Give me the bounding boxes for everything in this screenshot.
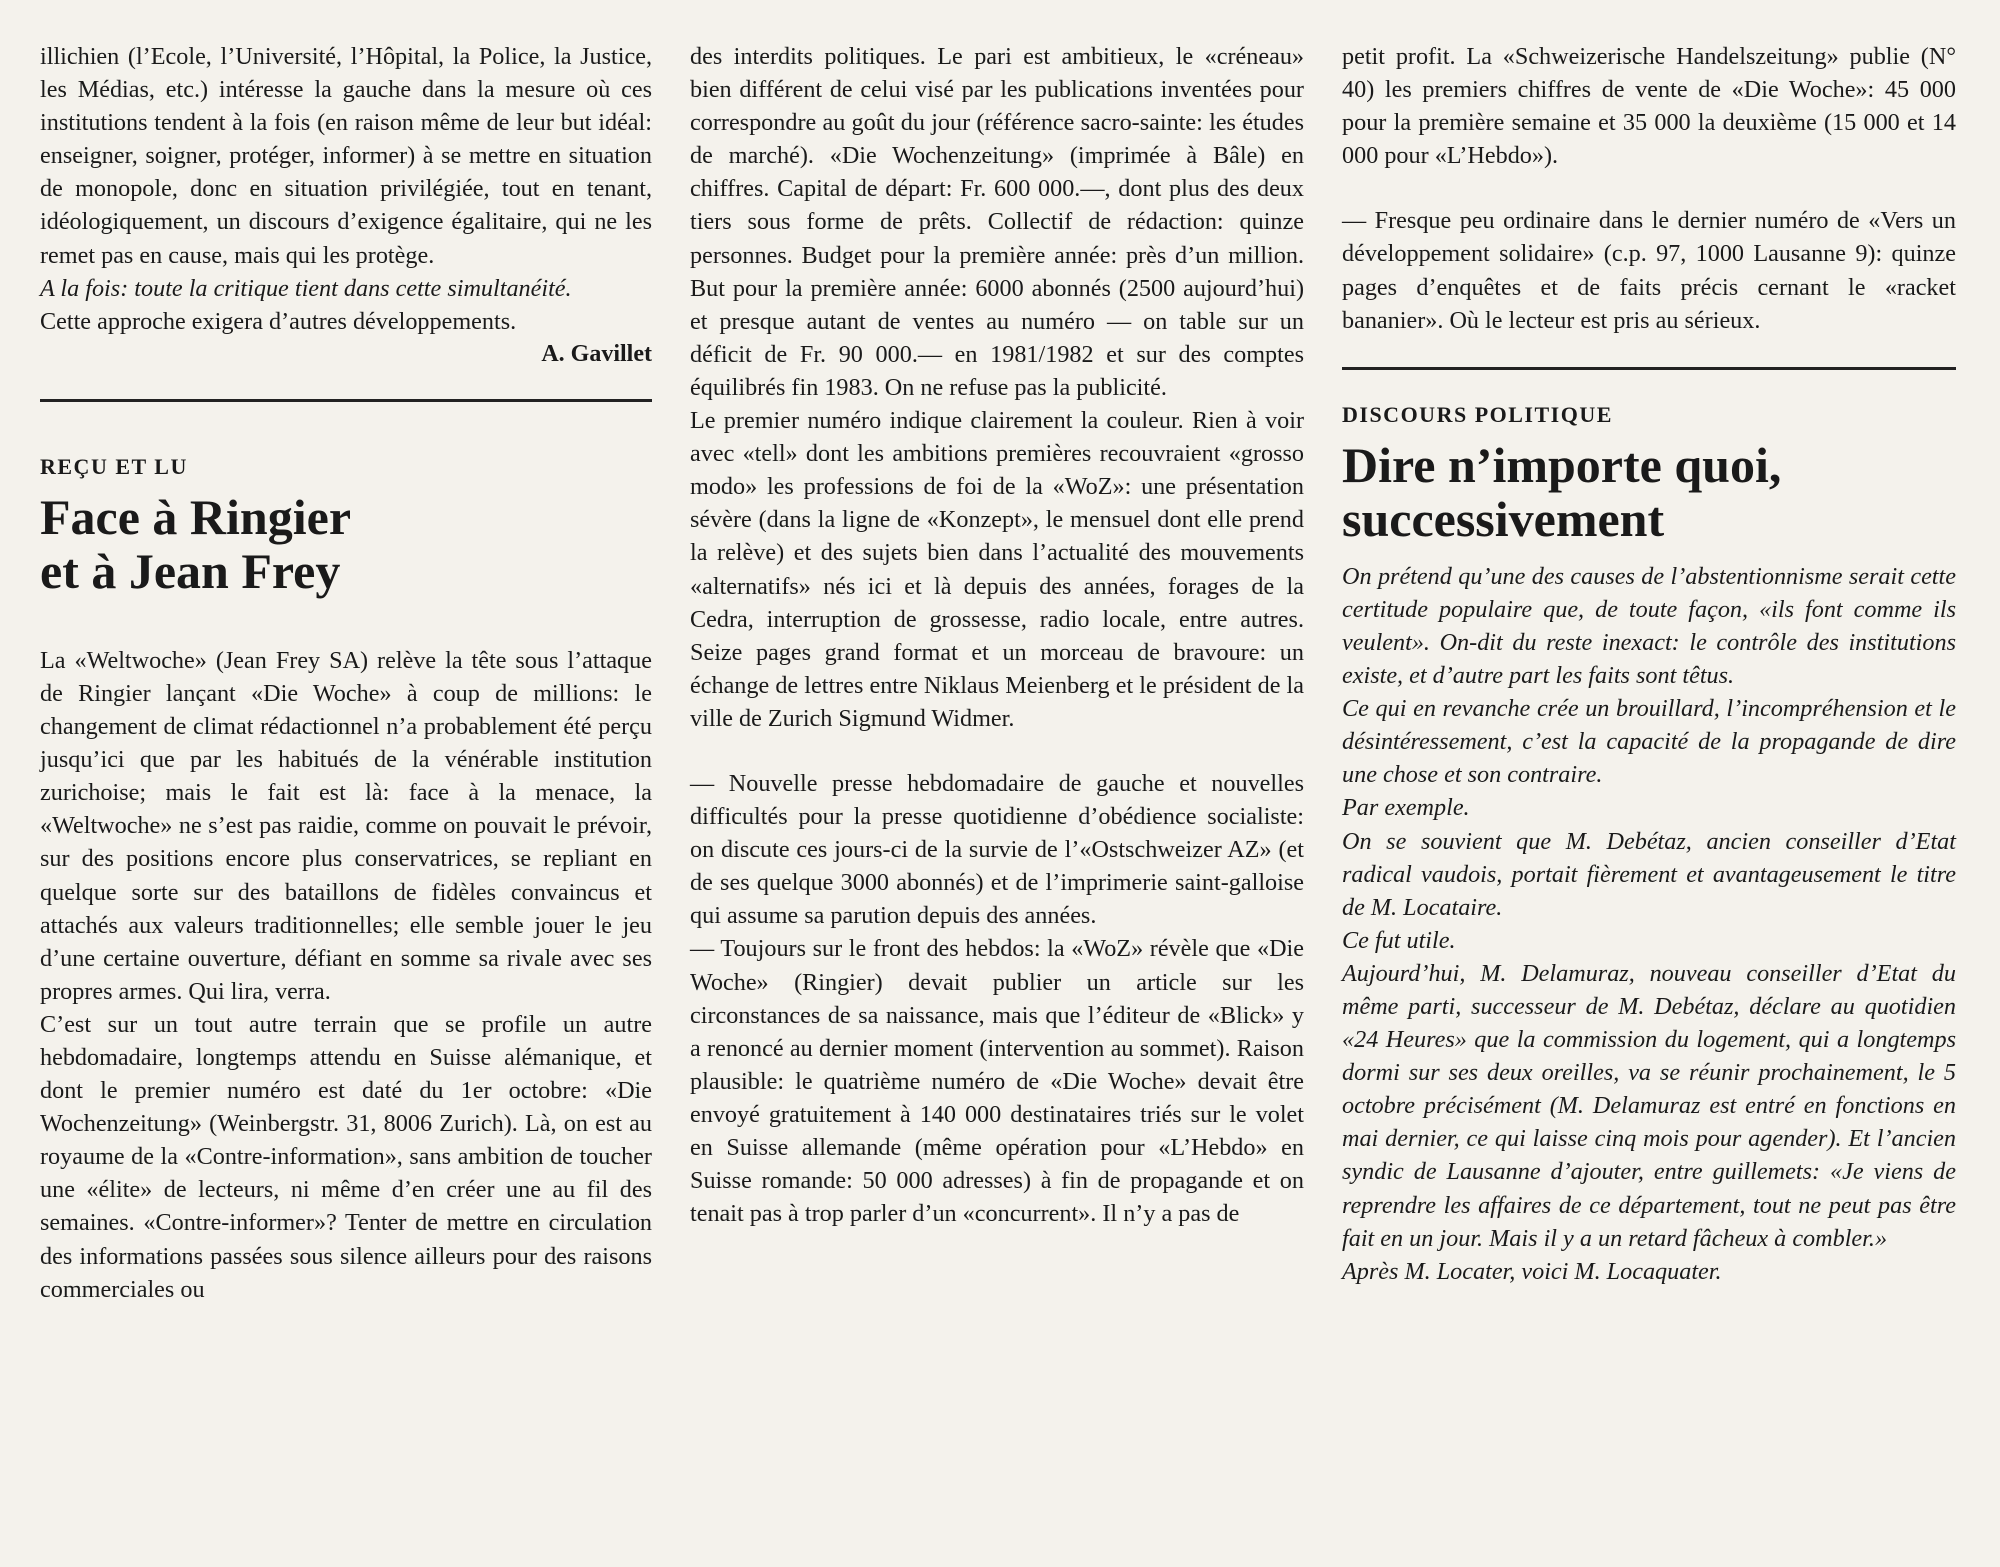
paragraph: Après M. Locater, voici M. Locaquater. — [1342, 1257, 1722, 1285]
section-kicker: REÇU ET LU — [40, 453, 188, 479]
paragraph: — Fresque peu ordinaire dans le dernier numéro de «Vers un développement solidaire» (c.p. 97, 1000 Lausanne 9): quinze pages d’enquêtes et de faits précis cernant le «racket bananier». Où le lecteur est pris au sérieux. — [1342, 207, 1956, 334]
paragraph: A la fois: toute la critique tient dans cette simultanéité. — [40, 274, 572, 302]
headline-line-1: Face à Ringier — [40, 488, 352, 545]
paragraph: des interdits politiques. Le pari est ambitieux, le «créneau» bien différent de celui visé par les publications inventées pour correspondre au goût du jour (référence sacro-sainte: les études de marché). «Die Wochenzeitung» (imprimée à Bâle) en chiffres. Capital de départ: Fr. 600 000.—, dont plus des deux tiers sous forme de prêts. Collectif de rédaction: quinze personnes. Budget pour la première année: près d’un million. But pour la première année: 6000 abonnés (2500 aujourd’hui) et presque autant de ventes au numéro — on table sur un déficit de Fr. 90 000.— en 1981/1982 et sur des comptes équilibrés fin 1983. On ne refuse pas la publicité. — [690, 43, 1304, 401]
section-divider — [40, 399, 652, 402]
section-kicker: DISCOURS POLITIQUE — [1342, 401, 1613, 427]
headline-line-1: Dire n’importe quoi, — [1342, 436, 1782, 493]
article-dire-nimporte-quoi — [1342, 402, 1956, 1288]
headline-line-2: successivement — [1342, 490, 1665, 547]
headline-line-2: et à Jean Frey — [40, 542, 341, 599]
headline — [1342, 438, 1956, 546]
paragraph: Ce fut utile. — [1342, 926, 1456, 954]
paragraph: On prétend qu’une des causes de l’abstentionnisme serait cette certitude populaire que, de toute façon, «ils font comme ils veulent». On-dit du reste inexact: le contrôle des institutions existe, et d’autre part les faits sont têtus. — [1342, 562, 1956, 690]
headline — [40, 490, 652, 598]
paragraph: Aujourd’hui, M. Delamuraz, nouveau conseiller d’Etat du même parti, successeur de M. Debétaz, déclare au quotidien «24 Heures» que la commission du logement, qui a longtemps dormi sur ses deux oreilles, va se réunir prochainement, le 5 octobre précisément (M. Delamuraz est entré en fonctions en mai dernier, ce qui laisse cinq mois pour agender). Et l’ancien syndic de Lausanne d’ajouter, entre guillemets: «Je viens de reprendre les affaires de ce département, tout ne peut pas être fait en un jour. Mais il y a un retard fâcheux à combler.» — [1342, 959, 1956, 1252]
column-3 — [1342, 40, 1956, 1288]
paragraph: Ce qui en revanche crée un brouillard, l’incompréhension et le désintéressement, c’est la capacité de la propagande de dire une chose et son contraire. — [1342, 695, 1956, 789]
paragraph: On se souvient que M. Debétaz, ancien conseiller d’Etat radical vaudois, portait fièrement et avantageusement le titre de M. Locataire. — [1342, 827, 1956, 921]
paragraph: Par exemple. — [1342, 794, 1470, 822]
column-1 — [40, 40, 652, 1306]
paragraph: — Nouvelle presse hebdomadaire de gauche et nouvelles difficultés pour la presse quotidienne d’obédience socialiste: on discute ces jours-ci de la survie de l’«Ostschweizer AZ» (et de ses quelque 3000 abonnés) et de l’imprimerie saint-galloise qui assume sa parution depuis des années. — [690, 769, 1304, 930]
column-2 — [690, 40, 1304, 1230]
paragraph: La «Weltwoche» (Jean Frey SA) relève la tête sous l’attaque de Ringier lançant «Die Woche» à coup de millions: le changement de climat rédactionnel n’a probablement été perçu jusqu’ici que par les habitués de la vénérable institution zurichoise; mais le fait est là: face à la menace, la «Weltwoche» ne s’est pas raidie, comme on pouvait le prévoir, sur des positions encore plus conservatrices, se repliant en quelque sorte sur des bataillons de fidèles convaincus et attachés aux valeurs traditionnelles; elle semble jouer le jeu d’une certaine ouverture, défiant en somme sa rivale avec ses propres armes. Qui lira, verra. — [40, 646, 652, 1005]
author-signature: A. Gavillet — [541, 340, 652, 367]
paragraph: petit profit. La «Schweizerische Handelszeitung» publie (N° 40) les premiers chiffres de vente de «Die Woche»: 45 000 pour la première semaine et 35 000 la deuxième (15 000 et 14 000 pour «L’Hebdo»). — [1342, 43, 1956, 170]
article-face-a-ringier — [40, 454, 652, 1306]
paragraph: Le premier numéro indique clairement la couleur. Rien à voir avec «tell» dont les ambitions premières recouvraient «grosso modo» les professions de foi de la «WoZ»: une présentation sévère (dans la ligne de «Konzept», le mensuel dont elle prend la relève) et des sujets bien dans l’actualité des mouvements «alternatifs» nés ici et là depuis des années, forages de la Cedra, interruption de grossesse, radio locale, entre autres. Seize pages grand format et un morceau de bravoure: un échange de lettres entre Niklaus Meienberg et le président de la ville de Zurich Sigmund Widmer. — [690, 407, 1304, 732]
paragraph: illichien (l’Ecole, l’Université, l’Hôpital, la Police, la Justice, les Médias, etc.) intéresse la gauche dans la mesure où ces institutions tendent à la fois (en raison même de leur but idéal: enseigner, soigner, protéger, informer) à se mettre en situation de monopole, donc en situation privilégiée, tout en tenant, idéologiquement, un discours d’exigence égalitaire, qui ne les remet pas en cause, mais qui les protège. — [40, 43, 652, 269]
paragraph: C’est sur un tout autre terrain que se profile un autre hebdomadaire, longtemps attendu en Suisse alémanique, et dont le premier numéro est daté du 1er octobre: «Die Wochenzeitung» (Weinbergstr. 31, 8006 Zurich). Là, on est au royaume de la «Contre-information», sans ambition de toucher une «élite» de lecteurs, ni même d’en créer une au fil des semaines. «Contre-informer»? Tenter de mettre en circulation des informations passées sous silence ailleurs pour des raisons commerciales ou — [40, 1010, 652, 1303]
paragraph: — Toujours sur le front des hebdos: la «WoZ» révèle que «Die Woche» (Ringier) devait publier un article sur les circonstances de sa naissance, mais que l’éditeur de «Blick» y a renoncé au dernier moment (intervention au sommet). Raison plausible: le quatrième numéro de «Die Woche» devait être envoyé gratuitement à 140 000 destinataires triés sur le volet en Suisse allemande (même opération pour «L’Hebdo» en Suisse romande: 50 000 adresses) à fin de propagande et on tenait pas à trop parler d’un «concurrent». Il n’y a pas de — [690, 935, 1304, 1228]
paragraph: Cette approche exigera d’autres développements. — [40, 307, 517, 335]
section-divider — [1342, 367, 1956, 370]
